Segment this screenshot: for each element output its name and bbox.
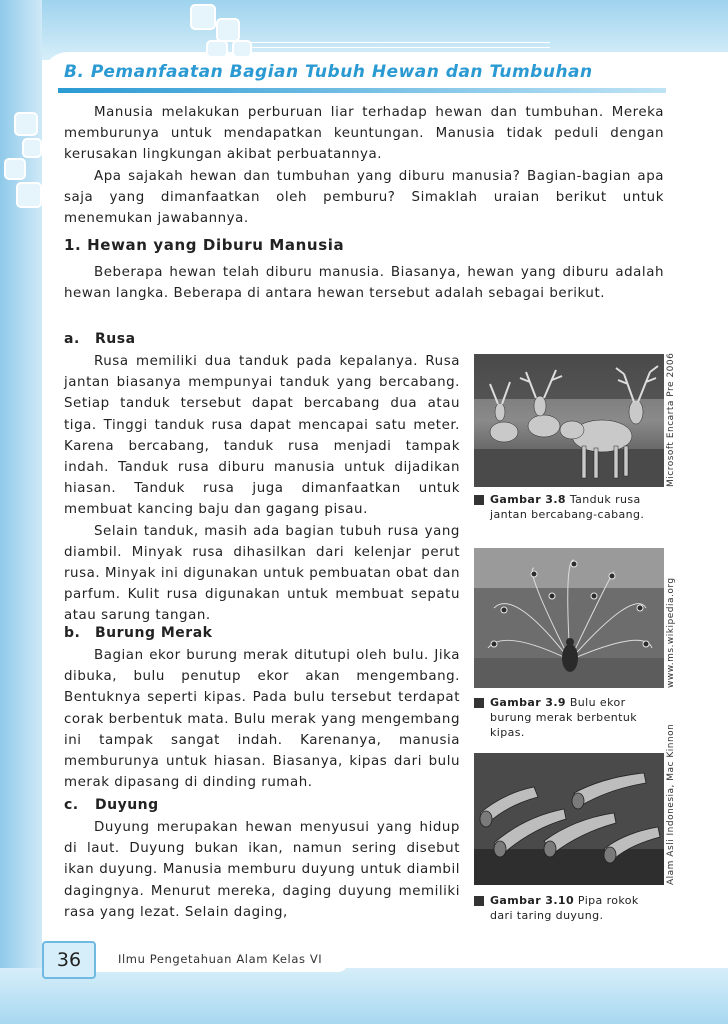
item-paragraph: Selain tanduk, masih ada bagian tubuh rusa yang diambil. Minyak rusa dihasilkan dari kelenjar perut rusa. Minyak ini digunakan untuk pembuatan obat dan parfum. Kulit rusa digunakan untuk membuat sepatu atau sarung tangan. [64,523,460,624]
figure-label: Gambar 3.10 [490,894,575,907]
decor-square [4,158,26,180]
peacock-photo [474,548,664,688]
figure-caption [474,492,664,522]
figure-label: Gambar 3.8 [490,493,566,506]
decor-square [16,182,42,208]
item-heading-rusa [64,331,136,347]
decor-line [250,47,550,48]
figure-credit: www.ms.wikipedia.org [666,577,676,688]
section-title: B. Pemanfaatan Bagian Tubuh Hewan dan Tumbuhan [64,62,593,82]
frame-top [0,0,728,60]
intro-paragraph: Apa sajakah hewan dan tumbuhan yang diburu manusia? Bagian-bagian apa saja yang dimanfaatkan oleh pemburu? Simaklah uraian berikut untuk menemukan jawabannya. [64,168,664,227]
figure-caption-text: Bulu ekor burung merak berbentuk kipas. [490,696,637,739]
peacock-illustration [474,548,664,688]
decor-line [250,42,550,43]
pipe-photo [474,753,664,885]
book-title: Ilmu Pengetahuan Alam Kelas VI [118,952,323,966]
item-name: Burung Merak [95,625,213,641]
figure-caption [474,893,664,923]
item-name: Rusa [95,331,136,347]
item-heading-merak [64,625,212,641]
figure-caption [474,695,664,740]
decor-square [216,18,240,42]
deer-photo [474,354,664,487]
decor-square [206,40,228,58]
decor-square [190,4,216,30]
figure-caption-text: Pipa rokok dari taring duyung. [490,894,639,922]
decor-square [232,40,252,58]
item-paragraph: Rusa memiliki dua tanduk pada kepalanya. Rusa jantan biasanya mempunyai tanduk yang bercabang. Setiap tanduk tersebut dapat bercabang dua atau tiga. Tinggi tanduk rusa dapat mencapai satu meter. Karena bercabang, tanduk rusa menjadi tampak indah. Tanduk rusa diburu manusia untuk dijadikan hiasan. Tanduk rusa juga dimanfaatkan untuk membuat kancing baju dan gagang pisau. [64,354,460,518]
page-number: 36 [42,941,96,979]
figure-label: Gambar 3.9 [490,696,566,709]
item-text-rusa [64,351,460,627]
subsection-paragraph: Beberapa hewan telah diburu manusia. Biasanya, hewan yang diburu adalah hewan langka. Beberapa di antara hewan tersebut adalah sebagai berikut. [64,265,664,302]
intro-text [64,102,664,229]
intro-paragraph: Manusia melakukan perburuan liar terhadap hewan dan tumbuhan. Mereka memburunya untuk mendapatkan keuntungan. Manusia tidak peduli dengan kerusakan lingkungan akibat perbuatannya. [64,105,664,163]
subsection-title: 1. Hewan yang Diburu Manusia [64,236,345,254]
section-underline [58,88,666,93]
item-letter: a. [64,331,80,347]
item-name: Duyung [95,797,159,813]
item-text-duyung [64,817,460,923]
figure-caption-text: Tanduk rusa jantan bercabang-cabang. [490,493,645,521]
deer-illustration [474,354,664,487]
caption-marker [474,495,484,505]
item-paragraph: Duyung merupakan hewan menyusui yang hidup di laut. Duyung bukan ikan, namun sering disebut ikan duyung. Manusia memburu duyung untuk diambil dagingnya. Menurut mereka, daging duyung memiliki rasa yang lezat. Selain daging, [64,820,460,920]
decor-square [14,112,38,136]
pipe-illustration [474,753,664,885]
caption-marker [474,698,484,708]
item-paragraph: Bagian ekor burung merak ditutupi oleh bulu. Jika dibuka, bulu penutup ekor akan mengembang. Bentuknya seperti kipas. Pada bulu tersebut terdapat corak berbentuk mata. Bulu merak yang mengembang ini tampak sangat indah. Karenanya, manusia memburunya untuk hiasan. Biasanya, kipas dari bulu merak dipasang di dinding rumah. [64,648,460,791]
item-text-merak [64,645,460,793]
item-letter: c. [64,797,79,813]
item-letter: b. [64,625,81,641]
figure-credit: Alam Asli Indonesia, Mac Kinnon [666,723,676,885]
subsection-intro [64,262,664,304]
decor-square [22,138,42,158]
figure-credit: Microsoft Encarta Pre 2006 [666,352,676,487]
caption-marker [474,896,484,906]
item-heading-duyung [64,797,159,813]
frame-bottom [0,968,728,1024]
